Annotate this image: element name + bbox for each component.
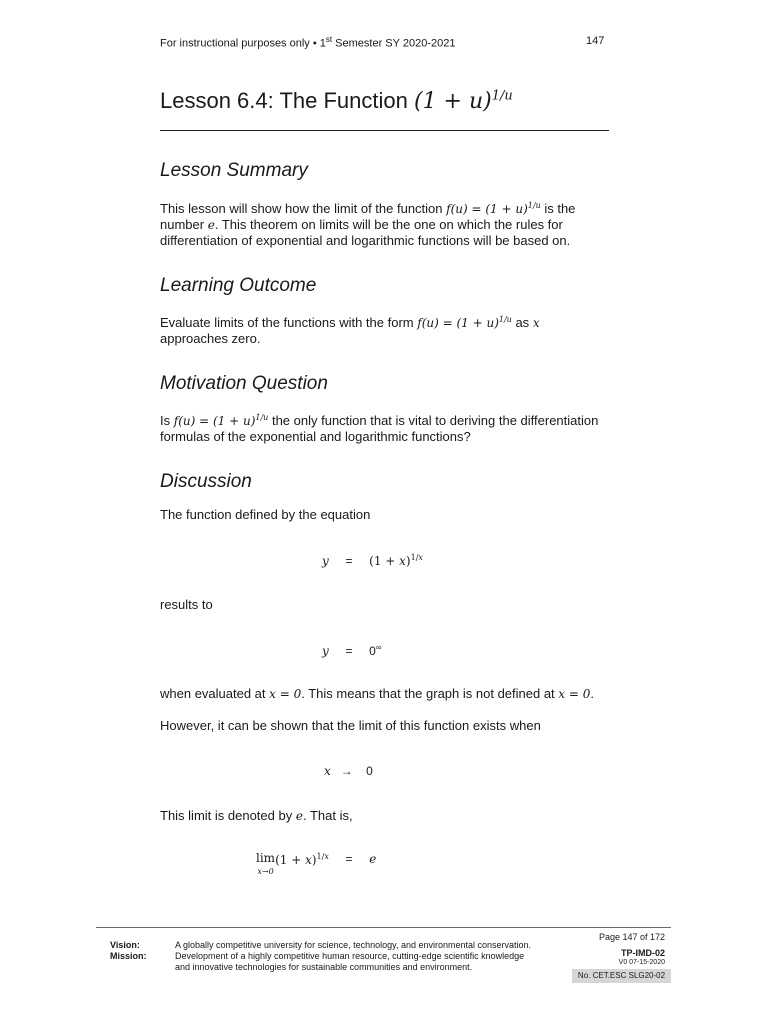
equation-1: y = $(1 + x)^{1/x}$ [322, 553, 423, 568]
equation-4-subscript: x→0 [257, 867, 274, 876]
discussion-text-3 [160, 686, 610, 702]
control-number-badge: No. CET.ESC SLG20-02 [572, 969, 671, 983]
discussion-text-5 [160, 808, 610, 824]
summary-paragraph [160, 198, 610, 249]
outcome-formula: $f(u) = (1 + u)^{1/u}$ [417, 315, 512, 330]
motivation-paragraph [160, 410, 610, 445]
equation-3: x → 0 [324, 764, 373, 778]
discussion-text-3a: when evaluated at [160, 686, 266, 701]
summary-e: e [207, 218, 215, 232]
summary-text-3: . This theorem on limits will be the one on which the rules for differentiation of exponential and logarithmic functions will be based on. [160, 217, 571, 248]
summary-formula: $f(u) = (1 + u)^{1/u}$ [446, 201, 541, 216]
motivation-text-1: Is [160, 413, 171, 428]
discussion-math-1: x = 0 [269, 687, 302, 701]
discussion-text-4: However, it can be shown that the limit of this function exists when [160, 718, 541, 733]
outcome-paragraph [160, 312, 610, 347]
discussion-heading: Discussion [160, 471, 252, 492]
doc-code: TP-IMD-02 [620, 948, 665, 958]
equation-2: y = 0∞ [322, 643, 382, 658]
discussion-e: e [295, 809, 303, 823]
outcome-text-2: as [515, 315, 530, 330]
outcome-heading: Learning Outcome [160, 275, 317, 296]
discussion-text-3c: . [590, 686, 595, 701]
outcome-text-3: approaches zero. [160, 331, 261, 346]
version-label: V0 07-15-2020 [618, 959, 665, 966]
motivation-formula: $f(u) = (1 + u)^{1/u}$ [173, 413, 269, 428]
motivation-heading: Motivation Question [160, 373, 328, 394]
equation-4: lim $x\to 0(1 + x)^{1/x}$ = e [256, 851, 377, 876]
discussion-text-5b: . That is, [302, 808, 353, 823]
page-title [160, 88, 513, 114]
header-page-number: 147 [586, 35, 605, 47]
mission-label: Mission: [110, 951, 147, 961]
vision-label: Vision: [110, 940, 140, 950]
header-text: For instructional purposes only • 1st Semester SY 2020-2021 [160, 35, 456, 50]
footer-rule [96, 927, 671, 928]
summary-heading: Lesson Summary [160, 160, 308, 181]
outcome-x: x [532, 316, 540, 330]
discussion-text-3b: . This means that the graph is not defined at [301, 686, 555, 701]
mission-text-1: Development of a highly competitive human resource, cutting-edge scientific knowledge [175, 951, 525, 961]
summary-text-2: is the number [160, 201, 576, 232]
outcome-text-1: Evaluate limits of the functions with the form [160, 315, 414, 330]
title-math: $(1 + u)^{1/u}$ [413, 88, 513, 114]
discussion-math-2: x = 0 [558, 687, 591, 701]
motivation-text-2: the only function that is vital to deriving the differentiation formulas of the exponential and logarithmic functions? [160, 413, 599, 444]
mission-text-2: and innovative technologies for sustainable communities and environment. [175, 962, 473, 972]
page-of-label: Page 147 of 172 [598, 932, 665, 942]
discussion-text-2: results to [160, 597, 213, 612]
title-rule [160, 130, 609, 131]
vision-text: A globally competitive university for science, technology, and environmental conservation. [175, 940, 532, 950]
summary-text-1: This lesson will show how the limit of the function [160, 201, 443, 216]
discussion-text-5a: This limit is denoted by [160, 808, 293, 823]
discussion-text-1: The function defined by the equation [160, 507, 371, 522]
title-text: Lesson 6.4: The Function [160, 88, 414, 113]
